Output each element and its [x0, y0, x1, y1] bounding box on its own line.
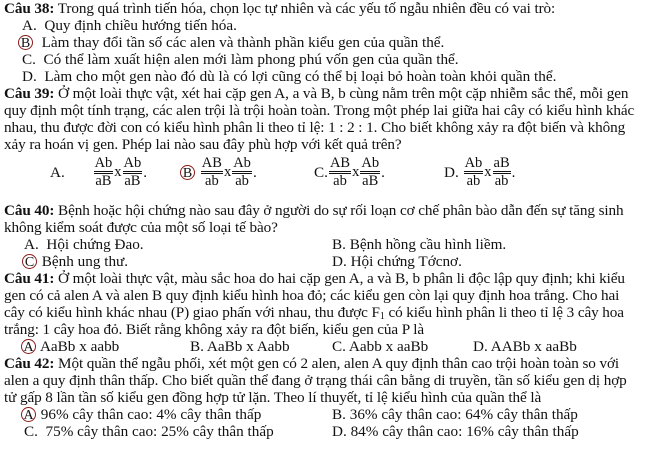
question-number: Câu 39: [4, 85, 55, 102]
question-text-line: tử gấp 8 lần tần số kiểu gen đồng hợp tử lặn. Theo lí thuyết, tỉ lệ kiểu hình của quần thể là [4, 389, 542, 406]
q41-option-a[interactable] [23, 338, 119, 355]
option-letter: D. [332, 423, 347, 440]
question-text: Một quần thể ngẫu phối, xét một gen có 2 alen, alen A quy định thân cao trội hoàn toàn so với [54, 355, 620, 372]
question-text-line: không kiểm soát được của một số loại tế bào? [4, 219, 278, 236]
q41-option-c[interactable] [332, 338, 428, 355]
option-text: 96% cây thân cao: 4% cây thân thấp [40, 406, 262, 423]
option-letter: B. [332, 236, 346, 253]
question-number: Câu 41: [4, 270, 55, 287]
q38-option-c[interactable] [22, 51, 459, 68]
question-text: Trong quá trình tiến hóa, chọn lọc tự nhiên và các yếu tố ngẫu nhiên đều có vai trò: [54, 0, 556, 17]
genotype-fraction: $\frac{AB}{ab}$ [201, 155, 222, 189]
question-text-line: quy định một tính trạng, các alen trội là trội hoàn toàn. Trong một phép lai giữa hai cây có kiểu hình khác [4, 102, 635, 119]
option-letter: D. [444, 164, 459, 181]
option-text: Quy định chiều hướng tiến hóa. [44, 17, 237, 34]
q42-option-b[interactable] [332, 406, 578, 423]
option-letter: B. [190, 338, 204, 355]
option-text: Aabb x aaBb [348, 338, 429, 355]
genotype-fraction: $\frac{Ab}{aB}$ [94, 155, 113, 189]
q38-option-a[interactable] [22, 17, 237, 34]
q39-option-d[interactable]: D. $\frac{Ab}{ab}$ x $\frac{aB}{ab}$ . [444, 155, 516, 189]
cross-symbol: x [484, 164, 492, 180]
answer-circle-icon: C [22, 254, 37, 269]
q41-option-b[interactable] [190, 338, 290, 355]
question-text-line: xảy ra hoán vị gen. Phép lai nào sau đây phù hợp với kết quả trên? [4, 136, 402, 153]
q38-option-b[interactable] [20, 34, 444, 51]
question-text: Bệnh hoặc hội chứng nào sau đây ở người do sự rối loạn cơ chế phân bào dẫn đến sự tăng sinh [54, 202, 624, 219]
option-text: Làm cho một gen nào đó dù là có lợi cũng có thể bị loại bỏ hoàn toàn khỏi quần thể. [44, 68, 557, 85]
q39-option-c[interactable]: C. $\frac{AB}{ab}$ x $\frac{Ab}{aB}$ . [314, 155, 385, 189]
question-text-line: nhau, thu được đời con có kiểu hình phân li theo tỉ lệ: 1 : 2 : 1. Cho biết không xảy ra đột biến và không [4, 119, 626, 136]
answer-circle-icon: B [18, 35, 33, 50]
question-text-line: gen có cả alen A và alen B quy định kiểu hình hoa đỏ; các kiểu gen còn lại quy định hoa trắng. Cho hai [4, 287, 620, 304]
question-text-line: cây có kiểu hình khác nhau (P) giao phấn với nhau, thu được $F_1$ có kiểu hình phân li theo tỉ lệ 3 cây hoa [4, 304, 624, 322]
cross-symbol: x [223, 164, 232, 180]
option-text: 84% cây thân cao: 16% cây thân thấp [350, 423, 579, 440]
question-40-stem [4, 202, 624, 219]
q39-option-a[interactable]: A. $\frac{Ab}{aB}$ x $\frac{Ab}{aB}$ . [50, 155, 148, 189]
option-text: Bệnh hồng cầu hình liềm. [349, 236, 507, 253]
question-text: Ở một loài thực vật, màu sắc hoa do hai cặp gen A, a và B, b phân li độc lập quy định; khi kiểu [54, 270, 625, 287]
option-text: AaBb x Aabb [206, 338, 290, 355]
genotype-fraction: $\frac{Ab}{ab}$ [464, 155, 483, 189]
option-text: Làm thay đổi tần số các alen và thành phần kiểu gen của quần thể. [41, 34, 445, 51]
option-text: AABb x aaBb [490, 338, 577, 355]
q40-option-d[interactable] [332, 253, 462, 270]
q42-option-c[interactable] [24, 423, 274, 440]
option-letter: B. [332, 406, 346, 423]
q38-option-d[interactable] [22, 68, 556, 85]
option-letter: C. [22, 51, 36, 68]
q42-option-d[interactable] [332, 423, 579, 440]
genotype-fraction: $\frac{aB}{ab}$ [493, 155, 510, 189]
option-letter: A. [22, 17, 37, 34]
option-letter: D. [22, 68, 37, 85]
q40-option-a[interactable] [24, 236, 144, 253]
question-text-line: trắng: 1 cây hoa đỏ. Biết rằng không xảy ra đột biến, kiểu gen của P là [4, 321, 424, 338]
option-letter: D. [332, 253, 347, 270]
answer-circle-icon: A [21, 407, 36, 422]
question-42-stem [4, 355, 619, 372]
option-text: Hội chứng Đao. [46, 236, 144, 253]
q40-option-c[interactable] [24, 253, 128, 270]
option-letter: A. [50, 164, 65, 181]
option-letter: C. [314, 164, 328, 181]
option-text: 75% cây thân cao: 25% cây thân thấp [45, 423, 274, 440]
question-number: Câu 42: [4, 355, 55, 372]
genotype-fraction: $\frac{AB}{ab}$ [329, 155, 351, 189]
q40-option-b[interactable] [332, 236, 506, 253]
question-39-stem [4, 85, 628, 102]
option-text: 36% cây thân cao: 64% cây thân thấp [349, 406, 578, 423]
option-letter: C. [24, 423, 38, 440]
genotype-fraction: $\frac{Ab}{ab}$ [233, 155, 251, 189]
answer-circle-icon: A [21, 339, 36, 354]
q41-option-d[interactable] [473, 338, 577, 355]
question-38-stem [4, 0, 555, 17]
option-letter: A. [24, 236, 39, 253]
option-text: Bệnh ung thư. [41, 253, 129, 270]
question-number: Câu 40: [4, 202, 55, 219]
answer-circle-icon: B [180, 165, 195, 180]
option-text: AaBb x aabb [39, 338, 120, 355]
q42-option-a[interactable] [23, 406, 261, 423]
genotype-fraction: $\frac{Ab}{aB}$ [123, 155, 142, 189]
question-number: Câu 38: [4, 0, 55, 17]
cross-symbol: x [352, 164, 360, 180]
question-text: Ở một loài thực vật, xét hai cặp gen A, a và B, b cùng nằm trên một cặp nhiễm sắc thể, mỗi gen [54, 85, 629, 102]
question-text-line: alen a quy định thân thấp. Cho biết quần thể đang ở trạng thái cân bằng di truyền, tần số kiểu gen dị hợp [4, 372, 627, 389]
option-letter: C. [332, 338, 346, 355]
option-letter: D. [473, 338, 488, 355]
option-text: Có thể làm xuất hiện alen mới làm phong phú vốn gen của quần thể. [43, 51, 459, 68]
cross-symbol: x [114, 164, 122, 180]
option-text: Hội chứng Tớcnơ. [350, 253, 462, 270]
q39-option-b[interactable]: B $\frac{AB}{ab}$ x $\frac{Ab}{ab}$ . [182, 156, 257, 189]
question-41-stem [4, 270, 625, 287]
genotype-fraction: $\frac{Ab}{aB}$ [361, 155, 380, 189]
